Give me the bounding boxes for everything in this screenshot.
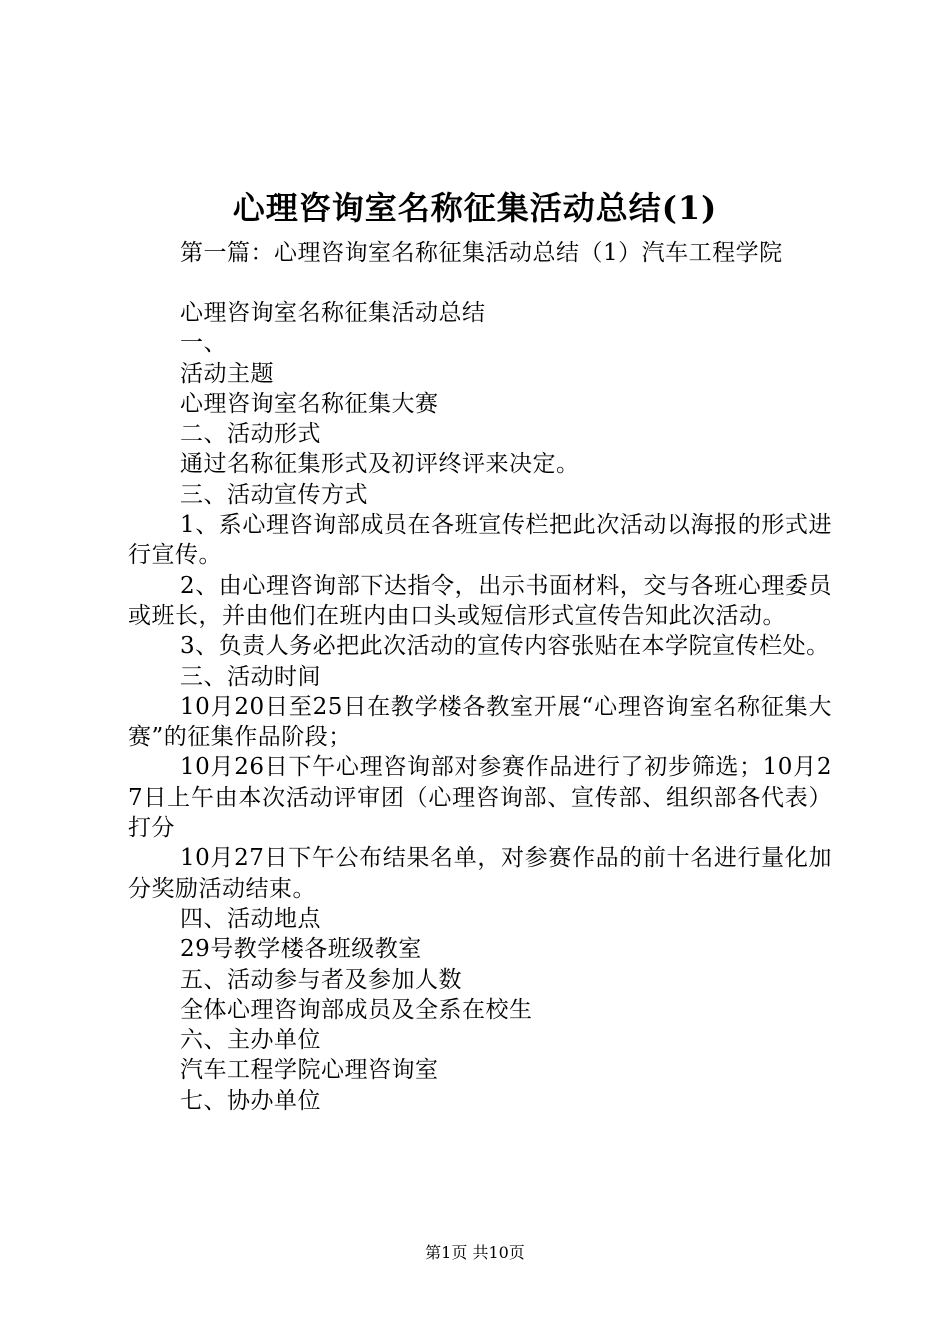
paragraph: 五、活动参与者及参加人数	[180, 966, 462, 993]
paragraph: 三、活动时间	[180, 663, 321, 690]
paragraph: 1、系心理咨询部成员在各班宣传栏把此次活动以海报的形式进行宣传。	[128, 512, 832, 569]
document-subtitle: 第一篇：心理咨询室名称征集活动总结（1）汽车工程学院	[180, 240, 783, 266]
paragraph: 汽车工程学院心理咨询室	[180, 1057, 439, 1084]
paragraph: 全体心理咨询部成员及全系在校生	[180, 996, 533, 1023]
document-title: 心理咨询室名称征集活动总结(1)	[232, 189, 718, 227]
paragraph: 10月27日下午公布结果名单，对参赛作品的前十名进行量化加分奖励活动结束。	[128, 845, 832, 902]
paragraph: 29号教学楼各班级教室	[180, 936, 422, 963]
page-footer: 第1页 共10页	[425, 1243, 525, 1262]
paragraph: 心理咨询室名称征集大赛	[180, 390, 439, 417]
paragraph: 心理咨询室名称征集活动总结	[180, 300, 486, 326]
paragraph: 活动主题	[180, 360, 274, 387]
paragraph: 3、负责人务必把此次活动的宣传内容张贴在本学院宣传栏处。	[180, 633, 830, 660]
paragraph: 通过名称征集形式及初评终评来决定。	[180, 451, 580, 478]
paragraph: 一、	[180, 330, 227, 357]
paragraph: 七、协办单位	[180, 1087, 321, 1114]
paragraph: 10月20日至25日在教学楼各教室开展“心理咨询室名称征集大赛”的征集作品阶段；	[128, 693, 832, 751]
document-body	[128, 298, 832, 1116]
paragraph: 三、活动宣传方式	[180, 481, 368, 508]
paragraph: 四、活动地点	[180, 905, 321, 932]
paragraph: 二、活动形式	[180, 421, 321, 448]
paragraph: 2、由心理咨询部下达指令，出示书面材料，交与各班心理委员或班长，并由他们在班内由口头或短信形式宣传告知此次活动。	[128, 572, 832, 629]
paragraph: 六、主办单位	[180, 1027, 321, 1054]
paragraph: 10月26日下午心理咨询部对参赛作品进行了初步筛选；10月27日上午由本次活动评审团（心理咨询部、宣传部、组织部各代表）打分	[128, 754, 832, 842]
